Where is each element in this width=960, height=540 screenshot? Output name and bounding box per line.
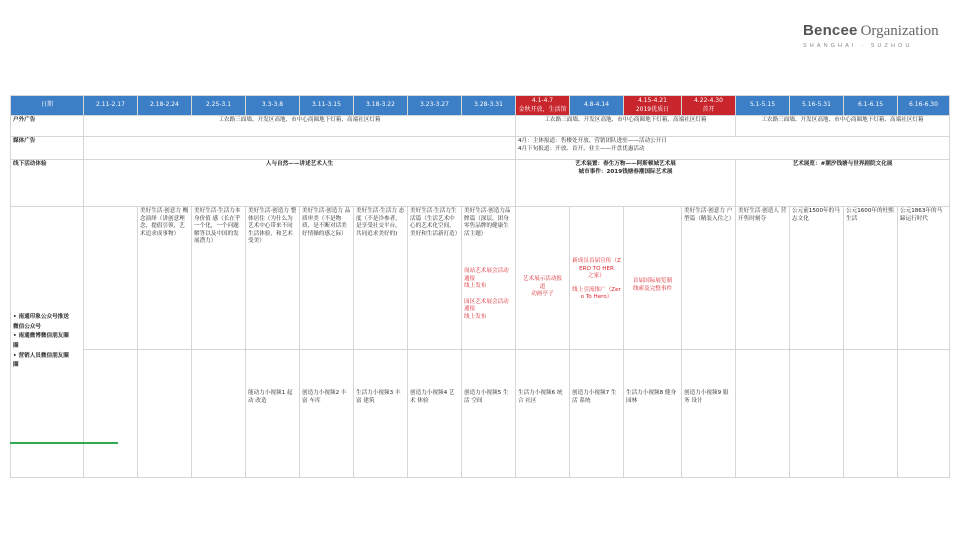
logo-org-text: Organization xyxy=(860,23,939,39)
date-col: 2.11-2.17 xyxy=(84,96,138,116)
red-line: 之家） xyxy=(588,273,605,280)
date-col-highlight: 4.1-4.7 金秋开放，生活馆 xyxy=(516,96,570,116)
media-cell xyxy=(516,137,950,160)
online-label-line: 圈 xyxy=(13,343,19,349)
red-line: 动画亭子 xyxy=(531,291,554,298)
video-row xyxy=(11,350,950,478)
red-line: 园区艺术展会活动通报 xyxy=(464,298,509,313)
date-col: 3.3-3.8 xyxy=(246,96,300,116)
offline-text: 城市事件：2019钱塘春潮国际艺术展 xyxy=(578,168,673,175)
video-cell xyxy=(192,350,246,478)
video-cell: 创造力小视频5 生活 空间 xyxy=(462,350,516,478)
online-cell: 美好生活·创意力 概念演绎（讲创意理念，提倡引领，艺术追求成事物） xyxy=(138,207,192,350)
red-line: 艺术展示活动报 xyxy=(522,276,563,282)
video-cell: 创造力小视频7 生活 系统 xyxy=(570,350,624,478)
outdoor-cell: 工农路三面墙、开发区高地、市中心商圈地下灯箱、高端社区灯箱 xyxy=(736,116,950,137)
video-cell: 生活力小视频6 统合 社区 xyxy=(516,350,570,478)
video-cell: 能动力小视频1 起动 改造 xyxy=(246,350,300,478)
media-label: 媒体广告 xyxy=(11,137,84,160)
date-col: 3.28-3.31 xyxy=(462,96,516,116)
online-cell xyxy=(516,207,570,350)
online-cell xyxy=(462,207,516,350)
red-line: 新成员首届宣传（ZERO TO HER xyxy=(572,258,621,272)
online-label-line: • 营销人员微信朋友圈 xyxy=(13,352,69,359)
online-cell: 美好生活·创造力 品质审美（不是物质，是不断对话美好情操的感之际） xyxy=(300,207,354,350)
red-line: 道 xyxy=(539,283,546,290)
online-red-text xyxy=(626,278,679,293)
red-line: 通报 xyxy=(464,275,476,282)
red-line: 线索及完整事件 xyxy=(632,285,673,292)
online-row xyxy=(11,207,950,350)
red-line: 线上发布 xyxy=(464,313,487,320)
outdoor-label: 户外广告 xyxy=(11,116,84,137)
date-col-highlight: 4.15-4.21 2019优质日 xyxy=(624,96,682,116)
date-header-label: 日期 xyxy=(11,96,84,116)
online-cell-text: 美好生活·创造力品牌篇（深层，团身零售品牌的健康生活主题） xyxy=(464,208,511,237)
video-cell xyxy=(138,350,192,478)
date-col: 5.1-5.15 xyxy=(736,96,790,116)
date-col: 2.18-2.24 xyxy=(138,96,192,116)
online-red-text xyxy=(518,276,567,299)
online-red-text xyxy=(572,258,621,302)
outdoor-cell: 工农路三面墙、开发区高地、市中心商圈地下灯箱、高端社区灯箱 xyxy=(516,116,736,137)
red-line: 首届国际展览制 xyxy=(632,278,673,284)
date-col: 3.18-3.22 xyxy=(354,96,408,116)
accent-underline xyxy=(10,442,118,444)
online-cell xyxy=(84,207,138,350)
video-cell xyxy=(898,350,950,478)
logo-brand-text: Bencee xyxy=(803,22,858,39)
date-col-highlight: 4.22-4.30 首开 xyxy=(682,96,736,116)
date-col: 6.1-6.15 xyxy=(844,96,898,116)
online-cell xyxy=(570,207,624,350)
logo-subtitle: SHANGHAI · SUZHOU xyxy=(803,43,913,49)
video-cell: 生活力小视频3 丰富 建筑 xyxy=(354,350,408,478)
video-cell: 创造力小视频2 丰富 车库 xyxy=(300,350,354,478)
video-cell xyxy=(736,350,790,478)
outdoor-cell: 工农路三面墙、开发区高地、市中心商圈地下灯箱、高端社区灯箱 xyxy=(84,116,516,137)
offline-label: 线下活动体验 xyxy=(11,160,84,207)
video-cell: 生活力小视频8 健身 园林 xyxy=(624,350,682,478)
red-line: 线上发布 xyxy=(464,283,487,290)
media-text: 4月下旬报道：开放、首开、业主——开盘优惠活动 xyxy=(518,145,645,152)
marketing-schedule-table xyxy=(10,95,950,478)
video-cell xyxy=(790,350,844,478)
media-empty xyxy=(84,137,516,160)
video-cell: 创造力小视频9 服务 设计 xyxy=(682,350,736,478)
media-text: 4月：主体报道：售楼处开放、营销团队进驻——活动公开日 xyxy=(518,138,667,144)
date-col: 3.23-3.27 xyxy=(408,96,462,116)
online-label-line: • 南通印象公众号推送 xyxy=(13,314,69,321)
media-row xyxy=(11,137,950,160)
date-col: 4.8-4.14 xyxy=(570,96,624,116)
online-cell: 美好生活·创造人 营开售时刻夺 xyxy=(736,207,790,350)
online-cell: 美好生活·生活力生活篇（生活艺术中心的艺术化空间，美好和生活新打造） xyxy=(408,207,462,350)
online-cell: 公元1600年的杜熙生活 xyxy=(844,207,898,350)
header-row xyxy=(11,96,950,116)
offline-cell: 人与自然——讲述艺术人生 xyxy=(84,160,516,207)
video-cell xyxy=(844,350,898,478)
online-cell: 美好生活·生活力本身价值 感（长在乎一个化，一个问题解答以及中国的发展潜力） xyxy=(192,207,246,350)
online-label-line: 微信公众号 xyxy=(13,323,41,330)
brand-logo xyxy=(803,22,943,54)
online-label-line: • 南通微博微信朋友圈 xyxy=(13,333,69,340)
online-cell: 美好生活·创意力 户型篇（精装入住之） xyxy=(682,207,736,350)
online-cell: 公元前1500年的马志文化 xyxy=(790,207,844,350)
online-red-text xyxy=(464,268,513,321)
online-label xyxy=(11,207,84,478)
video-cell xyxy=(84,350,138,478)
online-cell: 美好生活·生活力 态度（不是冷参者，是享受社交平台，共同追求美好的) xyxy=(354,207,408,350)
online-cell xyxy=(624,207,682,350)
online-label-line: 圈 xyxy=(13,362,19,369)
red-line: 岗站艺术展会活动 xyxy=(464,268,509,275)
offline-text: 艺术装置：春生万物——阿斯顿城艺术展 xyxy=(575,161,676,167)
date-col: 2.25-3.1 xyxy=(192,96,246,116)
online-cell: 公元1863年的马蹄运行时代 xyxy=(898,207,950,350)
offline-cell xyxy=(516,160,736,207)
outdoor-row xyxy=(11,116,950,137)
date-col: 5.16-5.31 xyxy=(790,96,844,116)
offline-row xyxy=(11,160,950,207)
online-cell: 美好生活·创造力 整体居住（为什么为艺术中心带来不同生活体验，和艺术受美） xyxy=(246,207,300,350)
video-cell: 创造力小视频4 艺术 体验 xyxy=(408,350,462,478)
date-col: 3.11-3.15 xyxy=(300,96,354,116)
offline-cell: 艺术展览：#潮汐钱塘与世界剧院文化展 xyxy=(736,160,950,207)
date-col: 6.16-6.30 xyxy=(898,96,950,116)
red-line: 线上引流推广（Zero To Hero） xyxy=(572,286,621,301)
